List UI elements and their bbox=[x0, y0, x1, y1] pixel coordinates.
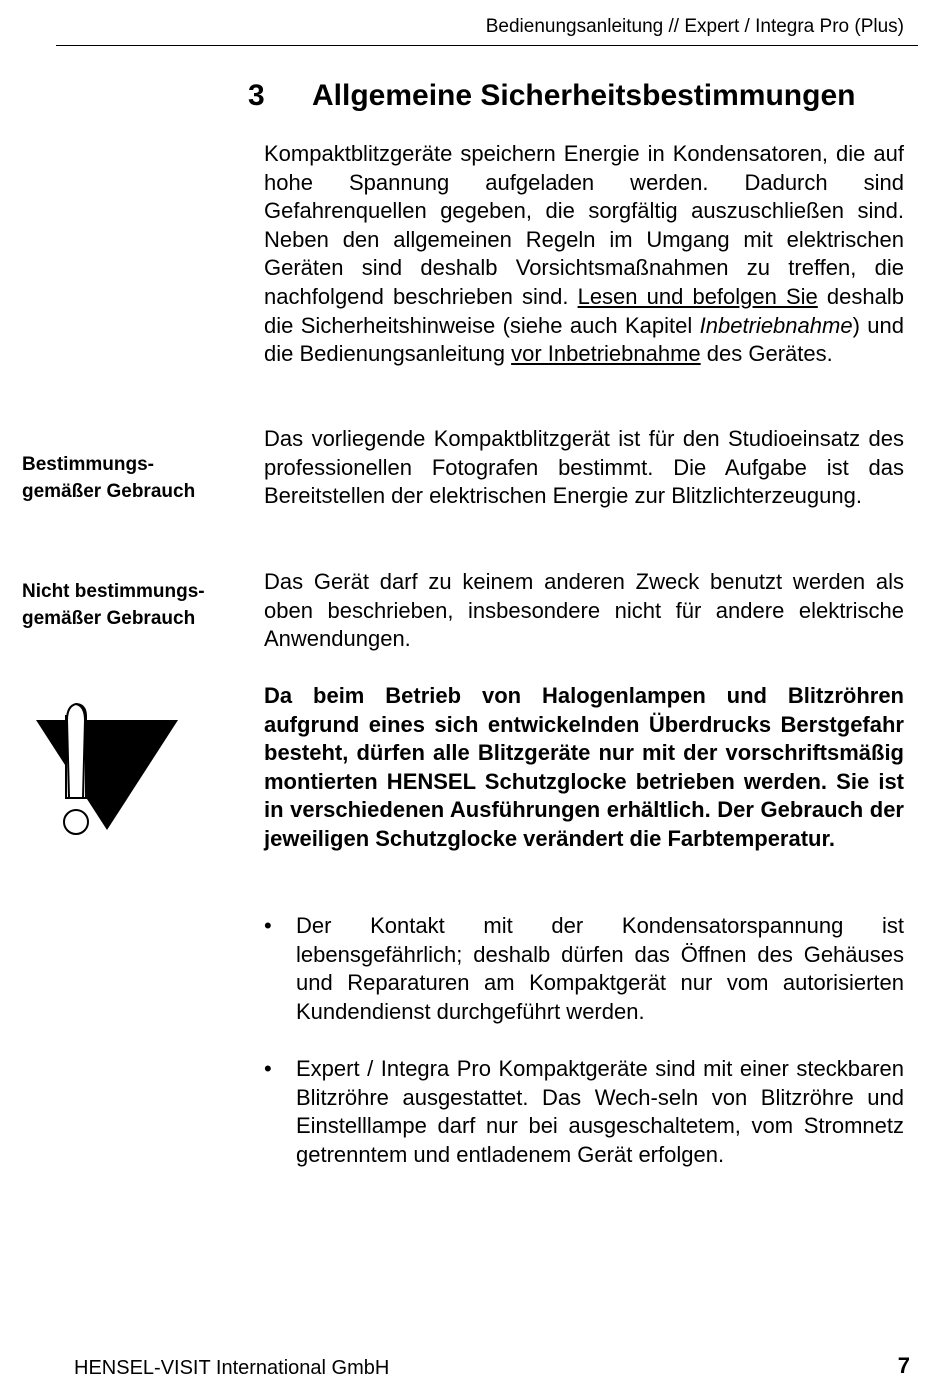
page-number: 7 bbox=[897, 1353, 910, 1378]
intro-underline-1: Lesen und befolgen Sie bbox=[577, 283, 818, 309]
header-rule bbox=[56, 45, 918, 46]
bullet-text: Expert / Integra Pro Kompaktgeräte sind mit einer steckbaren Blitzröhre ausgestattet. Das Wech-seln von Blitzröhre und Einstelllampe darf nur bei ausgeschaltetem, vom Stromnetz getrenntem und entladenem Gerät erfolgen. bbox=[296, 1056, 904, 1167]
intro-text-4: des Gerätes. bbox=[700, 341, 833, 367]
chapter-title: Allgemeine Sicherheitsbestimmungen bbox=[312, 79, 856, 112]
bullet-symbol: • bbox=[264, 1056, 272, 1081]
paragraph-intended-use: Das vorliegende Kompaktblitzgerät ist für den Studioeinsatz des professionellen Fotografen bestimmt. Die Aufgabe ist das Bereitstellen der elektrischen Energie zur Blitzlichterzeugung. bbox=[264, 426, 904, 509]
intro-paragraph bbox=[264, 140, 904, 369]
intro-underline-2: vor Inbetriebnahme bbox=[511, 341, 701, 367]
paragraph-improper-use: Das Gerät darf zu keinem anderen Zweck benutzt werden als oben beschrieben, insbesondere nicht für andere elektrische Anwendungen. bbox=[264, 569, 904, 652]
side-label-intended-use: Bestimmungs- gemäßer Gebrauch bbox=[22, 454, 196, 502]
intro-italic: Inbetriebnahme bbox=[699, 312, 853, 338]
running-header: Bedienungsanleitung // Expert / Integra Pro (Plus) bbox=[485, 16, 904, 37]
bullet-symbol: • bbox=[264, 913, 272, 938]
bullet-item bbox=[264, 912, 904, 1026]
warning-triangle-exclamation-icon bbox=[32, 702, 182, 842]
bullet-text: Der Kontakt mit der Kondensatorspannung ist lebensgefährlich; deshalb dürfen das Öffnen des Gehäuses und Reparaturen am Kompaktgerät nur vom autorisierten Kundendienst durchgeführt werden. bbox=[296, 913, 904, 1024]
chapter-heading bbox=[248, 76, 908, 116]
paragraph-warning: Da beim Betrieb von Halogenlampen und Blitzröhren aufgrund eines sich entwickelnden Überdrucks Berstgefahr besteht, dürfen alle Blitzgeräte nur mit der vorschriftsmäßig montierten HENSEL Schutzglocke betrieben werden. Sie ist in verschiedenen Ausführungen erhältlich. Der Gebrauch der jeweiligen Schutzglocke verändert die Farbtemperatur. bbox=[264, 683, 904, 851]
intro-text-1: Kompaktblitzgeräte speichern Energie in Kondensatoren, die auf hohe Spannung aufgeladen werden. Dadurch sind Gefahrenquellen gegeben, die sorgfältig auszuschließen sind. Neben den allgemeinen Regeln im Umgang mit elektrischen Geräten sind deshalb Vorsichtsmaßnahmen zu treffen, die nachfolgend beschrieben sind. bbox=[264, 141, 904, 309]
footer-company: HENSEL-VISIT International GmbH bbox=[74, 1357, 390, 1379]
bullet-item bbox=[264, 1055, 904, 1169]
intro-text-3: ) und die Bedienungsanleitung bbox=[264, 312, 904, 367]
side-label-improper-use: Nicht bestimmungs- gemäßer Gebrauch bbox=[22, 581, 205, 629]
chapter-number: 3 bbox=[248, 79, 265, 112]
intro-text-2: deshalb die Sicherheitshinweise (siehe auch Kapitel bbox=[264, 283, 904, 338]
